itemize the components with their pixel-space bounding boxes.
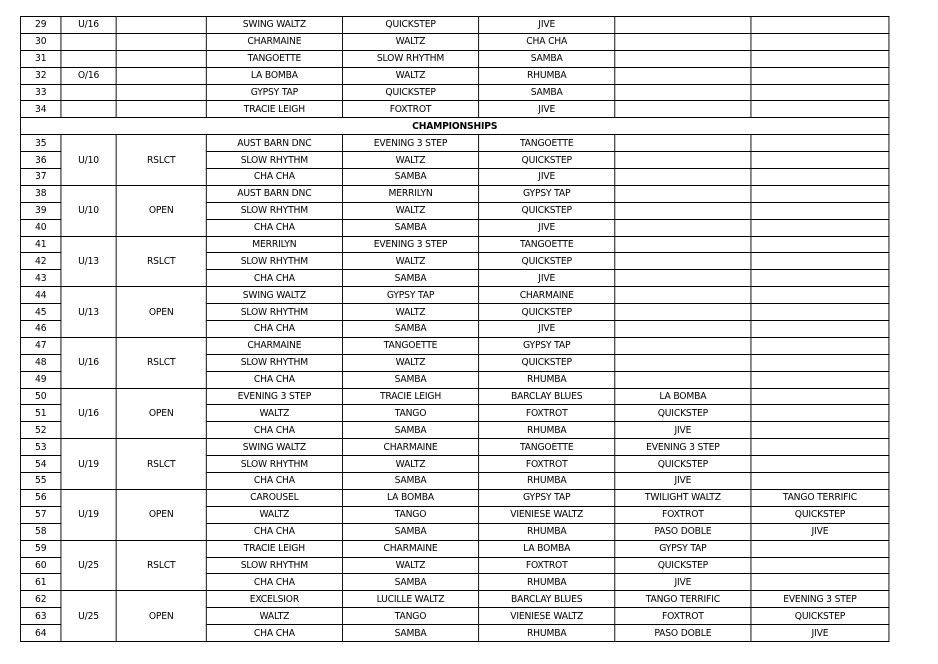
category-cell [116,50,206,67]
event-number-cell: 45 [20,304,60,321]
dance-4-cell: PASO DOBLE [615,625,751,642]
dance-4-cell: FOXTROT [615,608,751,625]
dance-2-cell: CHARMAINE [342,439,478,456]
dance-5-cell [751,152,889,169]
dance-3-cell: QUICKSTEP [479,304,615,321]
dance-4-cell: QUICKSTEP [615,405,751,422]
dance-3-cell: SAMBA [479,50,615,67]
dance-5-cell [751,101,889,118]
dance-4-cell: QUICKSTEP [615,456,751,473]
age-group-cell: U/19 [61,489,116,540]
dance-5-cell [751,270,889,287]
category-cell [116,17,206,34]
event-number-cell: 42 [20,253,60,270]
dance-4-cell [615,169,751,186]
dance-2-cell: TRACIE LEIGH [342,388,478,405]
dance-4-cell: JIVE [615,473,751,490]
dance-1-cell: TRACIE LEIGH [206,540,342,557]
age-group-cell [61,84,116,101]
event-number-cell: 36 [20,152,60,169]
dance-1-cell: AUST BARN DNC [206,185,342,202]
age-group-cell: U/13 [61,287,116,338]
dance-3-cell: FOXTROT [479,405,615,422]
age-group-cell: O/16 [61,67,116,84]
dance-1-cell: SLOW RHYTHM [206,304,342,321]
dance-5-cell [751,135,889,152]
dance-1-cell: AUST BARN DNC [206,135,342,152]
dance-5-cell [751,321,889,338]
category-cell: OPEN [116,388,206,439]
dance-2-cell: SAMBA [342,169,478,186]
dance-4-cell [615,321,751,338]
dance-4-cell [615,185,751,202]
event-number-cell: 59 [20,540,60,557]
dance-5-cell [751,17,889,34]
dance-5-cell [751,67,889,84]
dance-1-cell: WALTZ [206,506,342,523]
dance-4-cell [615,337,751,354]
event-number-cell: 49 [20,371,60,388]
dance-1-cell: SWING WALTZ [206,17,342,34]
dance-5-cell [751,169,889,186]
dance-3-cell: QUICKSTEP [479,152,615,169]
dance-2-cell: SAMBA [342,523,478,540]
table-row [20,439,888,456]
dance-5-cell [751,405,889,422]
category-cell: RSLCT [116,439,206,490]
event-number-cell: 57 [20,506,60,523]
event-number-cell: 48 [20,354,60,371]
dance-5-cell [751,253,889,270]
dance-5-cell [751,371,889,388]
event-number-cell: 43 [20,270,60,287]
dance-5-cell [751,236,889,253]
dance-2-cell: LA BOMBA [342,489,478,506]
dance-4-cell: TWILIGHT WALTZ [615,489,751,506]
event-number-cell: 37 [20,169,60,186]
program-table-body [20,17,888,642]
event-number-cell: 62 [20,591,60,608]
dance-4-cell [615,202,751,219]
dance-1-cell: CHA CHA [206,625,342,642]
age-group-cell: U/13 [61,236,116,287]
dance-3-cell: JIVE [479,270,615,287]
table-row [20,67,888,84]
dance-1-cell: CHA CHA [206,321,342,338]
table-row [20,33,888,50]
age-group-cell: U/10 [61,135,116,186]
dance-1-cell: SLOW RHYTHM [206,557,342,574]
dance-5-cell [751,422,889,439]
dance-2-cell: SAMBA [342,574,478,591]
event-number-cell: 63 [20,608,60,625]
dance-3-cell: LA BOMBA [479,540,615,557]
dance-5-cell: QUICKSTEP [751,608,889,625]
event-number-cell: 55 [20,473,60,490]
dance-program-table [20,16,889,642]
dance-4-cell [615,67,751,84]
dance-5-cell [751,456,889,473]
dance-3-cell: RHUMBA [479,523,615,540]
dance-1-cell: SLOW RHYTHM [206,152,342,169]
dance-3-cell: VIENIESE WALTZ [479,506,615,523]
dance-2-cell: WALTZ [342,152,478,169]
event-number-cell: 58 [20,523,60,540]
dance-4-cell: JIVE [615,422,751,439]
table-row [20,388,888,405]
dance-3-cell: JIVE [479,219,615,236]
dance-1-cell: CHA CHA [206,574,342,591]
event-number-cell: 35 [20,135,60,152]
dance-3-cell: RHUMBA [479,473,615,490]
dance-3-cell: GYPSY TAP [479,185,615,202]
category-cell [116,101,206,118]
dance-2-cell: WALTZ [342,33,478,50]
dance-4-cell [615,287,751,304]
table-row [20,540,888,557]
dance-2-cell: SAMBA [342,473,478,490]
age-group-cell [61,50,116,67]
event-number-cell: 47 [20,337,60,354]
table-row [20,337,888,354]
dance-5-cell [751,185,889,202]
age-group-cell: U/19 [61,439,116,490]
category-cell: RSLCT [116,337,206,388]
section-title: CHAMPIONSHIPS [20,118,888,135]
dance-1-cell: SLOW RHYTHM [206,253,342,270]
dance-2-cell: LUCILLE WALTZ [342,591,478,608]
dance-1-cell: SWING WALTZ [206,287,342,304]
dance-3-cell: RHUMBA [479,371,615,388]
dance-5-cell: EVENING 3 STEP [751,591,889,608]
dance-5-cell [751,540,889,557]
age-group-cell [61,33,116,50]
dance-2-cell: SAMBA [342,219,478,236]
event-number-cell: 34 [20,101,60,118]
dance-2-cell: WALTZ [342,354,478,371]
dance-1-cell: SLOW RHYTHM [206,354,342,371]
dance-3-cell: VIENIESE WALTZ [479,608,615,625]
category-cell: RSLCT [116,236,206,287]
event-number-cell: 38 [20,185,60,202]
table-row [20,50,888,67]
dance-4-cell: JIVE [615,574,751,591]
section-header-row [20,118,888,135]
table-row [20,185,888,202]
dance-5-cell [751,439,889,456]
dance-1-cell: CHARMAINE [206,33,342,50]
dance-3-cell: RHUMBA [479,574,615,591]
age-group-cell: U/10 [61,185,116,236]
dance-4-cell [615,219,751,236]
category-cell: OPEN [116,591,206,642]
dance-4-cell: TANGO TERRIFIC [615,591,751,608]
dance-2-cell: WALTZ [342,304,478,321]
dance-5-cell [751,388,889,405]
dance-1-cell: CHA CHA [206,371,342,388]
dance-2-cell: QUICKSTEP [342,84,478,101]
dance-5-cell [751,84,889,101]
dance-3-cell: RHUMBA [479,625,615,642]
dance-2-cell: QUICKSTEP [342,17,478,34]
dance-3-cell: FOXTROT [479,557,615,574]
dance-5-cell: TANGO TERRIFIC [751,489,889,506]
dance-2-cell: GYPSY TAP [342,287,478,304]
dance-4-cell [615,354,751,371]
event-number-cell: 64 [20,625,60,642]
dance-4-cell: FOXTROT [615,506,751,523]
age-group-cell: U/16 [61,17,116,34]
dance-4-cell: PASO DOBLE [615,523,751,540]
dance-1-cell: SWING WALTZ [206,439,342,456]
event-number-cell: 39 [20,202,60,219]
dance-2-cell: WALTZ [342,253,478,270]
table-row [20,287,888,304]
category-cell: RSLCT [116,135,206,186]
dance-2-cell: EVENING 3 STEP [342,236,478,253]
dance-5-cell [751,473,889,490]
dance-1-cell: WALTZ [206,405,342,422]
event-number-cell: 46 [20,321,60,338]
table-row [20,17,888,34]
table-row [20,135,888,152]
dance-5-cell [751,33,889,50]
category-cell: OPEN [116,185,206,236]
event-number-cell: 60 [20,557,60,574]
dance-3-cell: JIVE [479,169,615,186]
event-number-cell: 54 [20,456,60,473]
dance-4-cell [615,236,751,253]
dance-3-cell: JIVE [479,321,615,338]
table-row [20,236,888,253]
dance-5-cell [751,202,889,219]
dance-2-cell: SAMBA [342,371,478,388]
dance-2-cell: SAMBA [342,321,478,338]
dance-4-cell [615,304,751,321]
dance-3-cell: GYPSY TAP [479,489,615,506]
table-row [20,101,888,118]
dance-4-cell: EVENING 3 STEP [615,439,751,456]
dance-1-cell: GYPSY TAP [206,84,342,101]
event-number-cell: 50 [20,388,60,405]
dance-2-cell: SAMBA [342,270,478,287]
event-number-cell: 33 [20,84,60,101]
event-number-cell: 32 [20,67,60,84]
dance-2-cell: TANGO [342,506,478,523]
dance-1-cell: CHA CHA [206,422,342,439]
dance-5-cell [751,304,889,321]
age-group-cell: U/25 [61,540,116,591]
dance-5-cell [751,219,889,236]
dance-5-cell [751,337,889,354]
dance-5-cell [751,557,889,574]
dance-4-cell [615,101,751,118]
dance-3-cell: QUICKSTEP [479,354,615,371]
event-number-cell: 61 [20,574,60,591]
category-cell: OPEN [116,489,206,540]
category-cell [116,67,206,84]
age-group-cell: U/25 [61,591,116,642]
dance-2-cell: EVENING 3 STEP [342,135,478,152]
dance-2-cell: FOXTROT [342,101,478,118]
dance-5-cell [751,50,889,67]
age-group-cell: U/16 [61,388,116,439]
event-number-cell: 41 [20,236,60,253]
dance-3-cell: BARCLAY BLUES [479,591,615,608]
category-cell [116,84,206,101]
event-number-cell: 56 [20,489,60,506]
dance-1-cell: CHA CHA [206,219,342,236]
dance-5-cell [751,287,889,304]
dance-4-cell [615,270,751,287]
event-number-cell: 29 [20,17,60,34]
dance-3-cell: CHARMAINE [479,287,615,304]
dance-3-cell: SAMBA [479,84,615,101]
age-group-cell [61,101,116,118]
event-number-cell: 30 [20,33,60,50]
category-cell: OPEN [116,287,206,338]
dance-4-cell: QUICKSTEP [615,557,751,574]
dance-1-cell: CHA CHA [206,473,342,490]
dance-3-cell: TANGOETTE [479,439,615,456]
dance-2-cell: SAMBA [342,422,478,439]
dance-3-cell: RHUMBA [479,422,615,439]
category-cell [116,33,206,50]
dance-2-cell: WALTZ [342,67,478,84]
dance-5-cell [751,354,889,371]
dance-1-cell: CHA CHA [206,523,342,540]
dance-1-cell: SLOW RHYTHM [206,202,342,219]
dance-3-cell: BARCLAY BLUES [479,388,615,405]
dance-3-cell: JIVE [479,17,615,34]
dance-1-cell: CHA CHA [206,169,342,186]
table-row [20,84,888,101]
dance-3-cell: FOXTROT [479,456,615,473]
dance-4-cell [615,17,751,34]
event-number-cell: 40 [20,219,60,236]
dance-1-cell: MERRILYN [206,236,342,253]
dance-2-cell: SAMBA [342,625,478,642]
dance-1-cell: EVENING 3 STEP [206,388,342,405]
dance-3-cell: RHUMBA [479,67,615,84]
dance-2-cell: TANGOETTE [342,337,478,354]
dance-5-cell: QUICKSTEP [751,506,889,523]
dance-2-cell: WALTZ [342,557,478,574]
dance-1-cell: LA BOMBA [206,67,342,84]
table-row [20,591,888,608]
dance-2-cell: TANGO [342,405,478,422]
dance-3-cell: QUICKSTEP [479,253,615,270]
dance-1-cell: TANGOETTE [206,50,342,67]
dance-4-cell [615,135,751,152]
dance-1-cell: CHA CHA [206,270,342,287]
dance-1-cell: CAROUSEL [206,489,342,506]
dance-2-cell: TANGO [342,608,478,625]
dance-2-cell: WALTZ [342,202,478,219]
dance-1-cell: TRACIE LEIGH [206,101,342,118]
dance-4-cell: LA BOMBA [615,388,751,405]
dance-1-cell: CHARMAINE [206,337,342,354]
dance-1-cell: WALTZ [206,608,342,625]
dance-4-cell [615,50,751,67]
dance-4-cell [615,33,751,50]
event-number-cell: 31 [20,50,60,67]
event-number-cell: 51 [20,405,60,422]
age-group-cell: U/16 [61,337,116,388]
dance-1-cell: SLOW RHYTHM [206,456,342,473]
dance-5-cell: JIVE [751,523,889,540]
dance-4-cell [615,152,751,169]
dance-4-cell [615,371,751,388]
dance-4-cell [615,84,751,101]
dance-3-cell: JIVE [479,101,615,118]
dance-2-cell: MERRILYN [342,185,478,202]
dance-3-cell: GYPSY TAP [479,337,615,354]
dance-4-cell [615,253,751,270]
dance-5-cell [751,574,889,591]
dance-5-cell: JIVE [751,625,889,642]
category-cell: RSLCT [116,540,206,591]
event-number-cell: 53 [20,439,60,456]
dance-2-cell: WALTZ [342,456,478,473]
event-number-cell: 52 [20,422,60,439]
dance-3-cell: TANGOETTE [479,236,615,253]
dance-1-cell: EXCELSIOR [206,591,342,608]
dance-4-cell: GYPSY TAP [615,540,751,557]
event-number-cell: 44 [20,287,60,304]
table-row [20,489,888,506]
dance-3-cell: QUICKSTEP [479,202,615,219]
dance-2-cell: CHARMAINE [342,540,478,557]
dance-3-cell: TANGOETTE [479,135,615,152]
dance-2-cell: SLOW RHYTHM [342,50,478,67]
dance-3-cell: CHA CHA [479,33,615,50]
